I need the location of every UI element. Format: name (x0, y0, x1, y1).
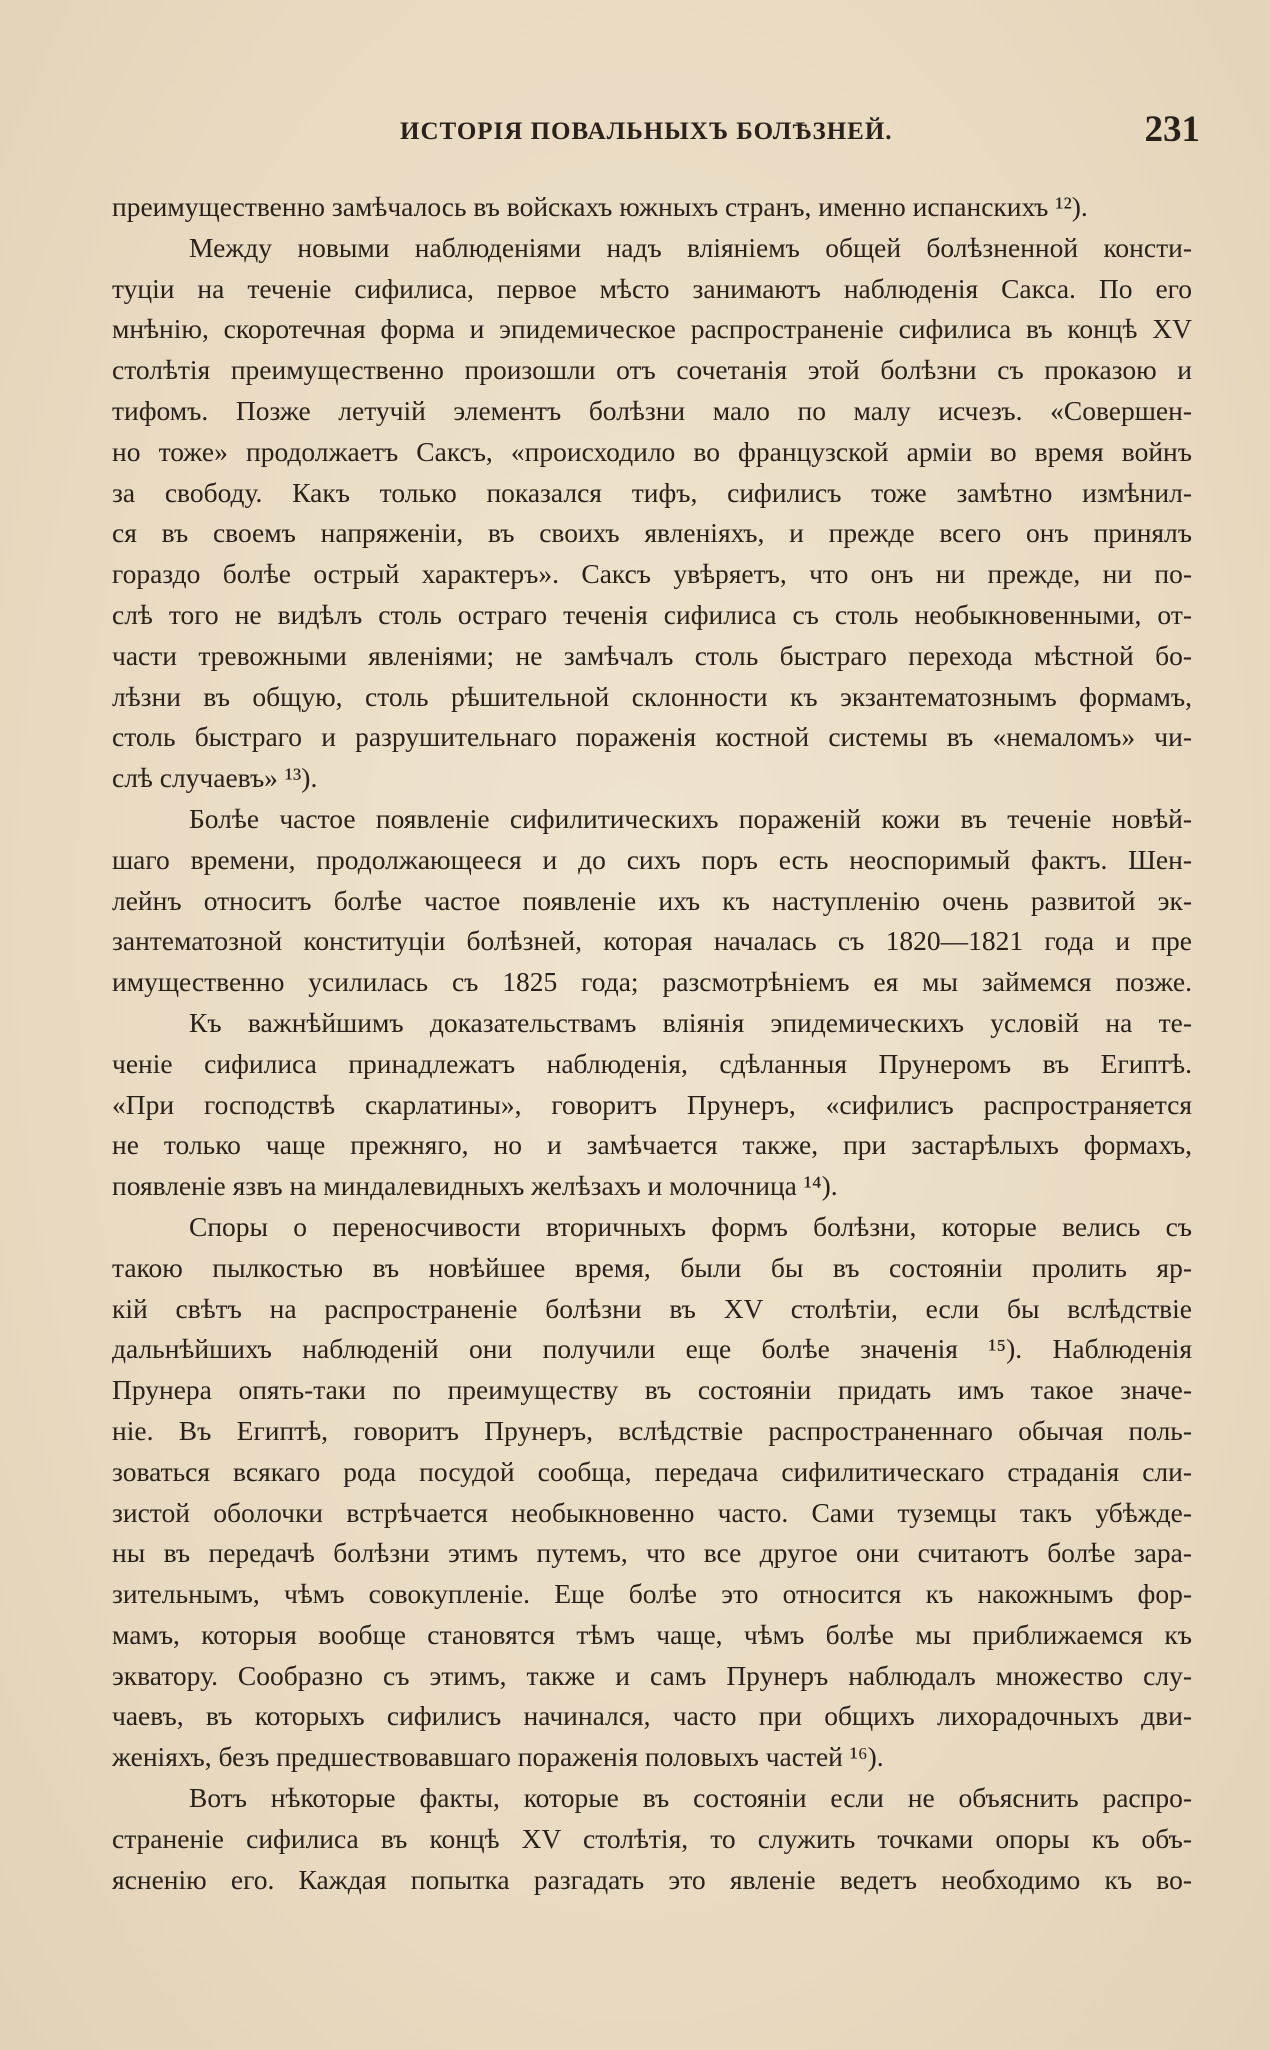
text-line: страненіе сифилиса въ концѣ XV столѣтія, то служить точками опоры къ объ- (112, 1822, 1192, 1854)
text-line: туціи на теченіе сифилиса, первое мѣсто занимаютъ наблюденія Сакса. По его (112, 272, 1192, 304)
text-line: слѣ того не видѣлъ столь остраго теченія сифилиса съ столь необыкновенными, от- (112, 598, 1192, 630)
text-line: мнѣнію, скоротечная форма и эпидемическое распространеніе сифилиса въ концѣ XV (112, 313, 1192, 345)
text-line: Между новыми наблюденіями надъ вліяніемъ общей болѣзненной консти- (189, 231, 1192, 263)
text-line: тифомъ. Позже летучій элементъ болѣзни мало по малу исчезъ. «Совершен- (112, 394, 1192, 426)
text-line: имущественно усилилась съ 1825 года; разсмотрѣніемъ ея мы займемся позже. (112, 966, 1192, 998)
text-line: кій свѣтъ на распространеніе болѣзни въ XV столѣтіи, если бы вслѣдствіе (112, 1292, 1192, 1324)
text-line: «При господствѣ скарлатины», говоритъ Прунеръ, «сифилисъ распространяется (112, 1088, 1192, 1120)
text-line: зоваться всякаго рода посудой сообща, передача сифилитическаго страданія сли- (112, 1455, 1192, 1487)
text-line: такою пылкостью въ новѣйшее время, были бы въ состояніи пролить яр- (112, 1251, 1192, 1283)
body-text (112, 187, 1192, 1900)
text-line: женіяхъ, безъ предшествовавшаго пораженія половыхъ частей ¹⁶). (112, 1741, 884, 1773)
text-line: слѣ случаевъ» ¹³). (112, 762, 318, 794)
text-line: Вотъ нѣкоторые факты, которые въ состояніи если не объяснить распро- (189, 1782, 1192, 1814)
text-line: Къ важнѣйшимъ доказательствамъ вліянія эпидемическихъ условій на те- (189, 1006, 1192, 1038)
text-line: ніе. Въ Египтѣ, говоритъ Прунеръ, вслѣдствіе распространеннаго обычая поль- (112, 1414, 1192, 1446)
text-line: появленіе язвъ на миндалевидныхъ желѣзахъ и молочница ¹⁴). (112, 1170, 838, 1202)
text-line: ясненію его. Каждая попытка разгадать это явленіе ведетъ необходимо къ во- (112, 1863, 1192, 1895)
text-line: зительнымъ, чѣмъ совокупленіе. Еще болѣе это относится къ накожнымъ фор- (112, 1578, 1192, 1610)
text-line: не только чаще прежняго, но и замѣчается также, при застарѣлыхъ формахъ, (112, 1129, 1192, 1161)
text-line: зистой оболочки встрѣчается необыкновенно часто. Сами туземцы такъ убѣжде- (112, 1496, 1192, 1528)
text-line: столь быстраго и разрушительнаго пораженія костной системы въ «немаломъ» чи- (112, 721, 1192, 753)
page-number: 231 (1144, 109, 1200, 150)
text-line: Споры о переносчивости вторичныхъ формъ болѣзни, которые велись съ (189, 1210, 1192, 1242)
text-line: столѣтія преимущественно произошли отъ сочетанія этой болѣзни съ проказою и (112, 354, 1192, 386)
running-title: ИСТОРІЯ ПОВАЛЬНЫХЪ БОЛѢЗНЕЙ. (400, 118, 893, 145)
text-line: ны въ передачѣ болѣзни этимъ путемъ, что все другое они считаютъ болѣе зара- (112, 1537, 1192, 1569)
text-line: за свободу. Какъ только показался тифъ, сифилисъ тоже замѣтно измѣнил- (112, 476, 1192, 508)
text-line: ченіе сифилиса принадлежатъ наблюденія, сдѣланныя Прунеромъ въ Египтѣ. (112, 1047, 1192, 1079)
text-line: мамъ, которыя вообще становятся тѣмъ чаще, чѣмъ болѣе мы приближаемся къ (112, 1618, 1192, 1650)
text-line: преимущественно замѣчалось въ войскахъ южныхъ странъ, именно испанскихъ ¹²). (112, 191, 1088, 222)
text-line: лѣзни въ общую, столь рѣшительной склонности къ экзантематознымъ формамъ, (112, 680, 1192, 712)
text-line: дальнѣйшихъ наблюденій они получили еще болѣе значенія ¹⁵). Наблюденія (112, 1333, 1192, 1365)
text-line: но тоже» продолжаетъ Саксъ, «происходило во французской арміи во время войнъ (112, 435, 1192, 467)
text-line: шаго времени, продолжающееся и до сихъ поръ есть неоспоримый фактъ. Шен- (112, 843, 1192, 875)
text-line: части тревожными явленіями; не замѣчалъ столь быстраго перехода мѣстной бо- (112, 639, 1192, 671)
text-line: Болѣе частое появленіе сифилитическихъ пораженій кожи въ теченіе новѣй- (189, 802, 1192, 834)
text-line: лейнъ относитъ болѣе частое появленіе ихъ къ наступленію очень развитой эк- (112, 884, 1192, 916)
text-line: зантематозной конституціи болѣзней, которая началась съ 1820—1821 года и пре (112, 925, 1192, 957)
text-line: чаевъ, въ которыхъ сифилисъ начинался, часто при общихъ лихорадочныхъ дви- (112, 1700, 1192, 1732)
text-line: ся въ своемъ напряженіи, въ своихъ явленіяхъ, и прежде всего онъ принялъ (112, 517, 1192, 549)
text-line: экватору. Сообразно съ этимъ, также и самъ Прунеръ наблюдалъ множество слу- (112, 1659, 1192, 1691)
text-line: гораздо болѣе острый характеръ». Саксъ увѣряетъ, что онъ ни прежде, ни по- (112, 558, 1192, 590)
text-line: Прунера опять-таки по преимуществу въ состояніи придать имъ такое значе- (112, 1374, 1192, 1406)
